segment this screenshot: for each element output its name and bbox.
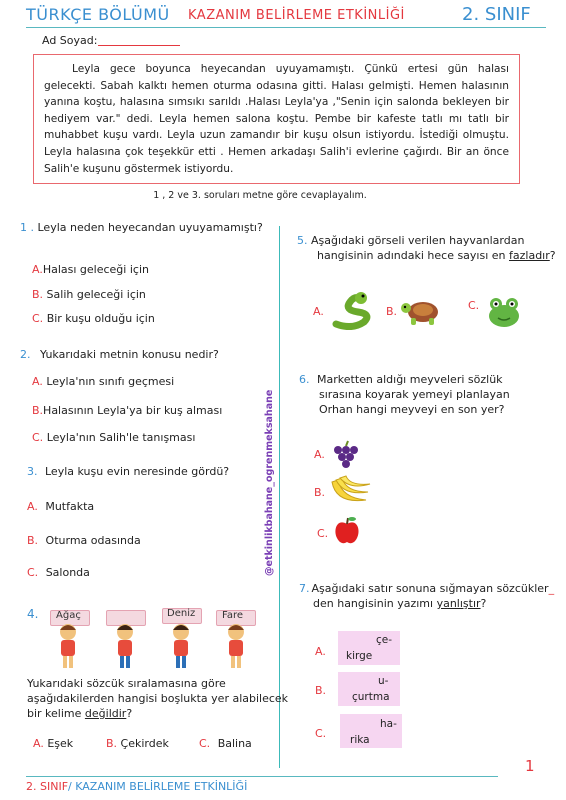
child-2-icon (117, 624, 133, 668)
option-text: Halası geleceği için (42, 263, 149, 276)
footer (26, 780, 247, 793)
q3-option-a[interactable] (27, 500, 94, 513)
name-field[interactable] (98, 45, 180, 46)
option-text: Oturma odasında (45, 534, 141, 547)
question-3 (27, 464, 229, 479)
q3-option-c[interactable] (27, 566, 90, 579)
q2-option-a[interactable] (32, 375, 174, 388)
option-text: Bir kuşu olduğu için (46, 312, 155, 325)
option-letter: A. (33, 737, 44, 750)
word-part-2: rika (350, 734, 370, 746)
child-3-icon (173, 624, 189, 668)
underlined-word: fazladır (509, 249, 550, 262)
q5-option-a-label[interactable]: A. (313, 305, 324, 318)
header-grade: 2. SINIF (462, 4, 531, 25)
watermark-text: @etkinlikbahane_ogrenmeksahane (264, 389, 275, 576)
q7-option-a-box[interactable] (338, 631, 400, 665)
question-text: Leyla neden heyecandan uyuyamamıştı? (37, 221, 263, 234)
q4-option-b[interactable] (106, 737, 169, 750)
q7-option-b-box[interactable] (338, 672, 400, 706)
frog-icon (484, 292, 524, 332)
question-number: 5. (297, 234, 308, 247)
option-letter: C. (27, 566, 39, 579)
word-part-2: çurtma (352, 691, 390, 703)
option-letter: B. (27, 534, 39, 547)
underlined-word: değildir (84, 707, 127, 720)
question-line: Marketten aldığı meyveleri sözlük (317, 373, 503, 386)
page-number: 1 (525, 757, 535, 775)
sign-label-1: Ağaç (56, 610, 81, 621)
q1-option-c[interactable] (32, 312, 155, 325)
q1-option-b[interactable] (32, 288, 146, 301)
word-part-1: çe- (376, 634, 393, 646)
option-letter: A. (32, 375, 43, 388)
word-part-1: u- (378, 675, 389, 687)
option-text: Salonda (45, 566, 90, 579)
child-1-icon (60, 624, 76, 668)
q3-option-b[interactable] (27, 534, 141, 547)
turtle-icon (401, 296, 445, 328)
sign-label-3: Deniz (167, 608, 196, 619)
option-letter: C. (199, 737, 211, 750)
option-text: Eşek (47, 737, 74, 750)
footer-divider (26, 776, 498, 777)
q6-option-c-label[interactable]: C. (317, 527, 329, 540)
footer-grade: 2. SINIF (26, 780, 69, 793)
text-part: hangisinin adındaki hece sayısı en (317, 249, 510, 262)
q1-option-a[interactable] (32, 263, 149, 276)
sign-label-4: Fare (222, 610, 244, 621)
question-line (27, 706, 288, 721)
children-figures (48, 622, 258, 672)
option-text: Salih geleceği için (46, 288, 146, 301)
q7-option-a-label[interactable]: A. (315, 645, 326, 658)
question-line: Aşağıdaki görseli verilen hayvanlardan (311, 234, 525, 247)
option-letter: C. (32, 431, 44, 444)
question-line: sırasına koyarak yemeyi planlayan (319, 388, 510, 401)
text-part: ? (480, 597, 487, 610)
q7-option-c-label[interactable]: C. (315, 727, 327, 740)
children-illustration (48, 606, 258, 672)
grapes-icon (330, 440, 362, 470)
option-letter: A. (27, 500, 38, 513)
question-line: aşağıdakilerden hangisi boşlukta yer alabilecek (27, 692, 289, 705)
q5-option-b-label[interactable]: B. (386, 305, 398, 318)
question-2 (20, 347, 219, 362)
option-text: Balina (217, 737, 252, 750)
name-label: Ad Soyad: (42, 34, 98, 47)
question-text: Yukarıdaki metnin konusu nedir? (40, 348, 219, 361)
question-text: Leyla kuşu evin neresinde gördü? (45, 465, 230, 478)
footer-title: / KAZANIM BELİRLEME ETKİNLİĞİ (68, 780, 248, 793)
question-5 (297, 233, 556, 263)
option-text: Leyla'nın Salih'le tanışması (46, 431, 196, 444)
option-letter: B. (106, 737, 118, 750)
story-box (33, 54, 520, 184)
question-4-text (27, 676, 288, 721)
text-part: bir kelime (27, 707, 85, 720)
question-line: Orhan hangi meyveyi en son yer? (319, 403, 505, 416)
option-letter: C. (32, 312, 44, 325)
option-text: Çekirdek (120, 737, 169, 750)
option-text: Halasının Leyla'ya bir kuş alması (43, 404, 223, 417)
question-number: 7. (299, 582, 310, 595)
question-line: Yukarıdaki sözcük sıralamasına göre (27, 677, 226, 690)
question-1 (20, 220, 263, 235)
question-6 (299, 372, 510, 417)
text-part: ? (126, 707, 133, 720)
story-text: Leyla gece boyunca heyecandan uyuyamamıştı. Çünkü ertesi gün halası gelecekti. Sabah kalktı hemen oturma odasına gitti. Halası gelmişti. Hemen halasının yanına koştu, halasına sımsıkı sarıldı .Halası Leyla'ya ,"Senin için salonda bekleyen bir hediyem var." dedi. Leyla hemen salona koştu. Pembe bir kafeste tatlı mı tatlı bir muhabbet kuşu vardı. Leyla uzun zamandır bir kuşu olsun istiyordu. İstediği olmuştu. Leyla halasına çok teşekkür etti . Hemen arkadaşı Salih'i evlerine çağırdı. Bir an önce Salih'e kuşunu göstermek istiyordu. (44, 63, 509, 175)
q5-option-c-label[interactable]: C. (468, 299, 480, 312)
option-letter: A. (32, 263, 43, 276)
q7-option-b-label[interactable]: B. (315, 684, 327, 697)
q7-option-c-box[interactable] (340, 714, 402, 748)
q2-option-c[interactable] (32, 431, 195, 444)
q6-option-a-label[interactable]: A. (314, 448, 325, 461)
q4-option-c[interactable] (199, 737, 252, 750)
child-4-icon (228, 624, 244, 668)
banana-icon (328, 474, 372, 510)
header-title: KAZANIM BELİRLEME ETKİNLİĞİ (188, 8, 405, 23)
question-number: 3. (27, 465, 38, 478)
watermark (260, 380, 282, 580)
option-letter: B. (32, 288, 44, 301)
underlined-word: yanlıştır (436, 597, 481, 610)
instruction-text: 1 , 2 ve 3. soruları metne göre cevaplayalım. (153, 190, 367, 201)
option-text: Leyla'nın sınıfı geçmesi (46, 375, 175, 388)
question-7: 7. Aşağıdaki satır sonuna sığmayan sözcükler_ den hangisinin yazımı yanlıştır? (299, 582, 555, 610)
question-number: 2. (20, 348, 31, 361)
word-part-1: ha- (380, 718, 397, 730)
question-4-number: 4. (27, 607, 39, 621)
header-divider (26, 27, 546, 28)
question-number: 6. (299, 373, 310, 386)
q2-option-b[interactable] (32, 404, 222, 417)
word-part-2: kirge (346, 650, 373, 662)
option-text: Mutfakta (45, 500, 95, 513)
text-part: den hangisinin yazımı (313, 597, 437, 610)
q4-option-a[interactable] (33, 737, 73, 750)
text-part: ? (549, 249, 556, 262)
q6-option-b-label[interactable]: B. (314, 486, 326, 499)
apple-icon (333, 516, 361, 546)
header-subject: TÜRKÇE BÖLÜMÜ (26, 5, 170, 24)
question-line: Aşağıdaki satır sonuna sığmayan sözcükler (311, 582, 549, 595)
snake-icon (330, 290, 374, 330)
question-number: 1 . (20, 221, 34, 234)
option-letter: B. (32, 404, 44, 417)
